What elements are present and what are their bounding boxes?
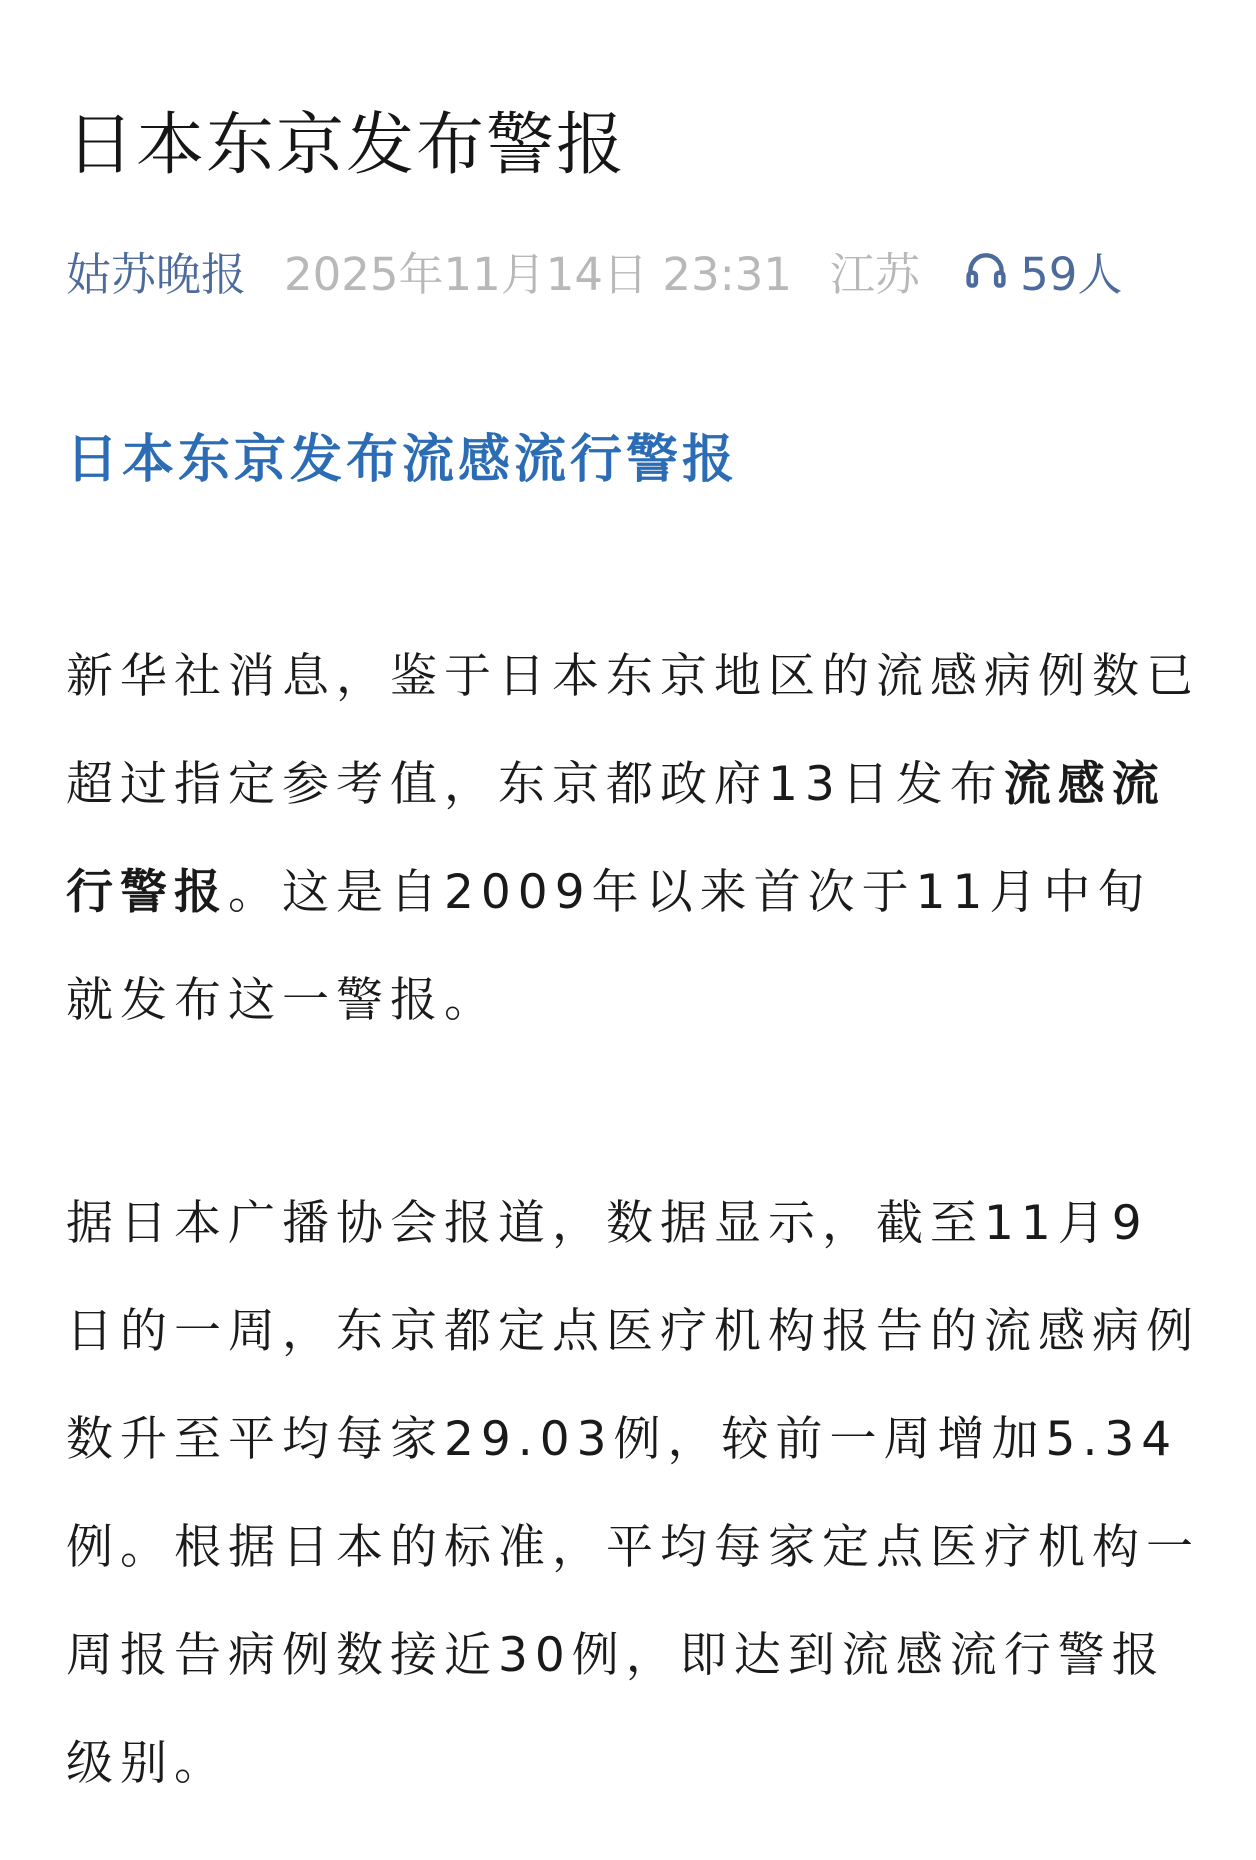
paragraph-1: [66, 623, 1200, 1055]
headphones-icon: [964, 248, 1008, 292]
paragraph-1-bold-phrase: 流感流行警报: [66, 757, 1166, 920]
article-title: 日本东京发布警报: [66, 106, 627, 185]
listener-count: 59人: [1020, 247, 1123, 301]
paragraph-1-text-end: 。这是自2009年以来首次于11月中旬就发布这一警报。: [66, 865, 1152, 1028]
article-meta: [66, 240, 1122, 300]
article-subheading: 日本东京发布流感流行警报: [66, 430, 739, 490]
listen-button[interactable]: [964, 238, 1122, 303]
source-link[interactable]: 姑苏晚报: [66, 247, 247, 301]
paragraph-1-text-start: 新华社消息，鉴于日本东京地区的流感病例数已超过指定参考值，东京都政府13日发布: [66, 649, 1200, 812]
region-label: 江苏: [830, 247, 921, 301]
paragraph-2: 据日本广播协会报道，数据显示，截至11月9日的一周，东京都定点医疗机构报告的流感病例数升至平均每家29.03例，较前一周增加5.34例。根据日本的标准，平均每家定点医疗机构一周报告病例数接近30例，即达到流感流行警报级别。: [66, 1196, 1200, 1791]
publish-datetime: 2025年11月14日 23:31: [284, 247, 793, 301]
